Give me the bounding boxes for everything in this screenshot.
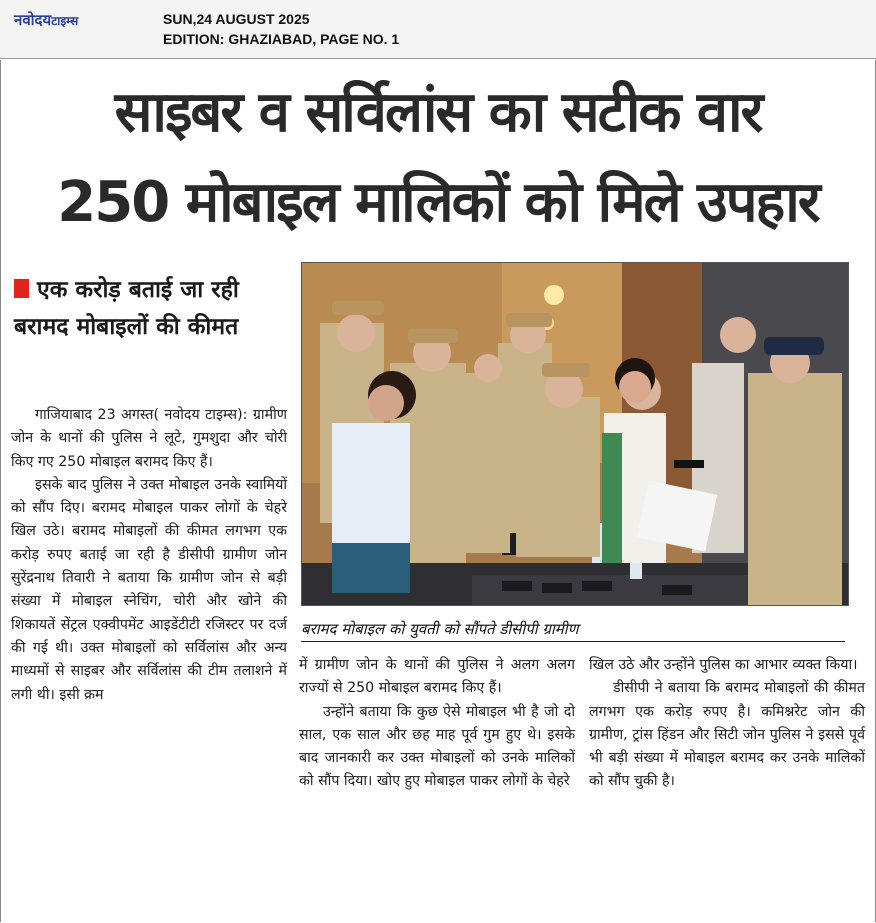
col2-paragraph-2: उन्होंने बताया कि कुछ ऐसे मोबाइल भी है जो दो साल, एक साल और छह माह पूर्व गुम हुए थे। इसके बाद जानकारी कर उक्त मोबाइलों को उनके मालिकों को सौंप दिया। खोए हुए मोबाइल पाकर लोगों के चेहरे [299,703,575,790]
article-column-3 [589,654,865,794]
date-line: SUN,24 AUGUST 2025 [163,11,310,27]
edition-line: EDITION: GHAZIABAD, PAGE NO. 1 [163,31,400,47]
logo-text: नवोदय [14,11,52,29]
page-header [0,0,876,59]
article-column-1 [11,404,287,707]
headline-line-1: साइबर व सर्विलांस का सटीक वार [114,80,762,145]
subhead-text: एक करोड़ बताई जा रही बरामद मोबाइलों की कीमत [14,277,239,340]
photo-caption: बरामद मोबाइल को युवती को सौंपते डीसीपी ग्रामीण [301,620,579,638]
photo-illustration [302,263,848,605]
newspaper-logo[interactable] [14,10,78,30]
col1-paragraph-1: गाजियाबाद 23 अगस्त( नवोदय टाइम्स): ग्रामीण जोन के थानों की पुलिस ने लूटे, गुमशुदा और चोरी किए गए 250 मोबाइल बरामद किए हैं। [11,407,287,470]
col3-paragraph-2: डीसीपी ने बताया कि बरामद मोबाइलों की कीमत लगभग एक करोड़ रुपए है। कमिश्नरेट जोन की ग्रामीण, ट्रांस हिंडन और सिटी जोन पुलिस ने इससे पूर्व भी बड़ी संख्या में मोबाइल बरामद कर उनके मालिकों को सौंप चुकी है। [589,680,865,790]
headline-line-2: 250 मोबाइल मालिकों को मिले उपहार [57,170,819,235]
news-photo [301,262,849,606]
col3-paragraph-1: खिल उठे और उन्होंने पुलिस का आभार व्यक्त किया। [589,657,858,673]
article-column-2 [299,654,575,794]
subhead-marker [14,279,29,298]
caption-divider [301,641,845,642]
col1-paragraph-2: इसके बाद पुलिस ने उक्त मोबाइल उनके स्वामियों को सौंप दिए। बरामद मोबाइल पाकर लोगों के चेहरे खिल उठे। बरामद मोबाइलों की कीमत लगभग एक करोड़ रुपए बताई जा रही है डीसीपी ग्रामीण जोन सुरेंद्रनाथ तिवारी ने बताया कि ग्रामीण जोन से बड़ी संख्या में मोबाइल स्नेचिंग, चोरी और खोने की शिकायतें सेंट्रल एक्वीपमेंट आइडेंटीटी रजिस्टर पर दर्ज की गई थी। उक्त मोबाइलों को सर्विलांस और अन्य माध्यमों से साइबर और सर्विलांस की टीम तलाशने में लगी थी। इसी क्रम [11,476,287,703]
col2-paragraph-1: में ग्रामीण जोन के थानों की पुलिस ने अलग अलग राज्यों से 250 मोबाइल बरामद किए हैं। [299,657,575,697]
logo-sub: टाइम्स [51,14,79,28]
edition-info [163,9,399,49]
subheadline [14,272,286,346]
